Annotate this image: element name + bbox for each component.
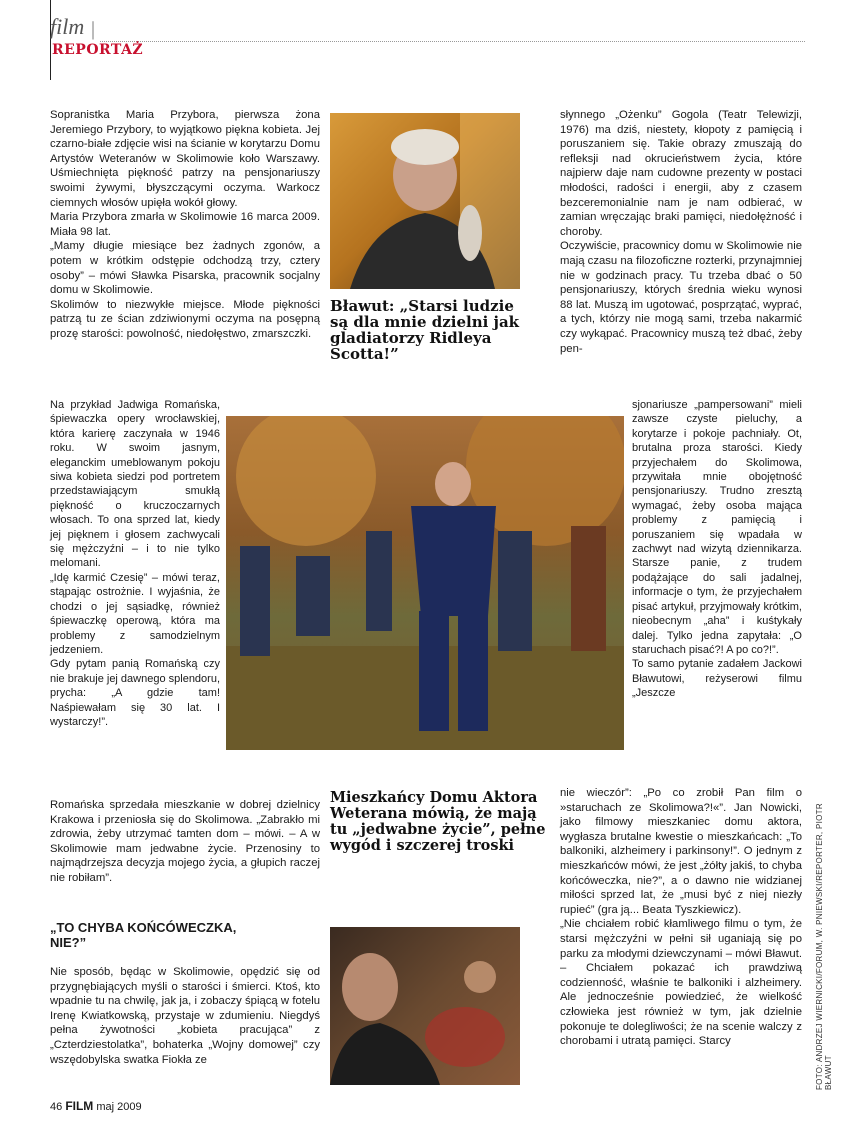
paragraph: Sopranistka Maria Przybora, pierwsza żona Jeremiego Przybory, to wyjątkowo piękna kobieta. Jej czarno-białe zdjęcie wisi na ścianie w korytarzu Domu Artystów Weteranów w Skolimowie koło Warszawy. Uśmiechnięta piękność patrzy na pensjonariuszy swoimi żywymi, błyszczącymi oczyma. Warkocz ciemnych włosów upięła wokół głowy.	[50, 109, 320, 209]
paragraph: słynnego „Ożenku” Gogola (Teatr Telewizji, 1976) ma dziś, niestety, kłopoty z pamięcią i poruszaniem się. Takie obrazy zmuszają do refleksji nad okrucieństwem życia, które najpierw daje nam cudowne prezenty w postaci młodości, radości i energii, aby z czasem bezceremonialnie nam je nam odbierać, w zamian wręczając braki pamięci, niedołężność i choroby.	[560, 109, 802, 238]
exercise-group-illustration	[226, 416, 624, 750]
header-vertical-rule	[50, 0, 51, 80]
column-1-wrap	[50, 398, 220, 729]
photo-director-portrait	[330, 113, 520, 289]
director-portrait-illustration	[330, 113, 520, 289]
column-3-wrap	[632, 398, 802, 701]
paragraph: sjonariusze „pampersowani” mieli zawsze czyste pieluchy, a korytarze i pokoje pachniały. Ot, brutalna proza starości. Kiedy przyjechałem do Skolimowa, przywitała mnie obojętność pensjonariuszy. Trudno zresztą wymagać, żeby osoba mająca problemy z pamięcią i poruszaniem się wpadała w zachwyt nad wizytą dziennikarza. Starsze panie, z trudem podążające do sali jadalnej, informacje o tym, że przyjechałem pisać artykuł, przyjmowały krótkim, nieobecnym „aha” i kuśtykały dalej. Tylko jedna zapytała: „O staruchach pisać?! A po co?!”.	[632, 399, 802, 656]
photo-credit: FOTO: ANDRZEJ WIERNICKI/FORUM, W. PNIEWSKI/REPORTER, PIOTR BŁAWUT	[815, 803, 833, 1090]
photo-residents-dining	[330, 927, 520, 1085]
paragraph: To samo pytanie zadałem Jackowi Bławutowi, reżyserowi filmu „Jeszcze	[632, 658, 802, 700]
paragraph: „Idę karmić Czesię” – mówi teraz, stąpając ostrożnie. I wyjaśnia, że chodzi o jej sąsiadkę, również śpiewaczkę operową, która ma problemy z samodzielnym jedzeniem.	[50, 571, 220, 656]
pull-quote-1: Bławut: „Starsi ludzie są dla mnie dzielni jak gladiatorzy Ridleya Scotta!”	[330, 297, 520, 363]
residents-dining-illustration	[330, 927, 520, 1085]
paragraph: Maria Przybora zmarła w Skolimowie 16 marca 2009. Miała 98 lat.	[50, 211, 320, 238]
paragraph: „Mamy długie miesiące bez żadnych zgonów, a potem w krótkim odstępie odchodzą trzy, cztery osoby” – mówi Sławka Pisarska, pracownik socjalny domu w Skolimowie.	[50, 240, 320, 297]
column-1-top	[50, 108, 320, 342]
column-3-top	[560, 108, 802, 356]
header-dotted-rule	[100, 41, 805, 42]
magazine-name: FILM	[65, 1099, 94, 1113]
paragraph: Na przykład Jadwiga Romańska, śpiewaczka opery wrocławskiej, która karierę zaczynała w 1946 roku. W swoim jasnym, eleganckim umeblowanym pokoju siwa kobieta siedzi pod portretem przedstawiającym smukłą piękność o kruczoczarnych włosach. To ona sprzed lat, kiedy jej pięknem i głosem zachwycali się mężczyźni – i to nie tylko melomani.	[50, 399, 220, 570]
paragraph: Oczywiście, pracownicy domu w Skolimowie nie mają czasu na filozoficzne rozterki, przynajmniej nie w godzinach pracy. Tu trzeba dbać o 50 pensjonariuszy, których średnia wieku wynosi 88 lat. Muszą im ugotować, posprzątać, wyprać, a tych, którzy nie mogą sami, trzeba nakarmić czy wykąpać. Pracownicy muszą też dbać, żeby pen-	[560, 240, 802, 355]
page-footer	[50, 1099, 142, 1113]
column-1-after	[50, 798, 320, 886]
column-1-end	[50, 965, 320, 1067]
paragraph: Nie sposób, będąc w Skolimowie, opędzić się od przygnębiających myśli o starości i śmierci. Ktoś, kto wpadnie tu na chwilę, jak ja, i zobaczy śpiącą w fotelu Irenę Kwiatkowską, przystaje w zdumieniu. Niegdyś pełna żywotności „kobieta pracująca” z „Czterdziestolatka”, bohaterka „Wojny domowej” czy wszędobylska swatka Fiokła ze	[50, 966, 320, 1066]
page-number: 46	[50, 1101, 63, 1113]
paragraph: Romańska sprzedała mieszkanie w dobrej dzielnicy Krakowa i przeniosła się do Skolimowa. „Zabrakło mi zdrowia, żeby utrzymać tamten dom – mówi. – A w Skolimowie mam jedwabne życie. Przenosiny to najmądrzejsza decyzja mojego życia, a głupich raczej nie robiłam”.	[50, 799, 320, 884]
paragraph: nie wieczór”: „Po co zrobił Pan film o »staruchach ze Skolimowa?!«”. Jan Nowicki, jako filmowy mieszkaniec domu aktora, wygłasza brutalne kwestie o mieszkańcach: „To balkoniki, alzheimery i parkinsony!”. O jednym z mieszkańców mówi, że jest „żółty jakiś, to chyba końcóweczka, nie?”, a o dawno nie widzianej miłości sprzed lat, że „musi być z niej niezły rupieć” (gra ją... Beata Tyszkiewicz).	[560, 787, 802, 916]
paragraph: „Nie chciałem robić kłamliwego filmu o tym, że starsi mężczyźni w pełni sił uganiają się po parku za młodymi dziewczynami – mówi Bławut. – Chciałem pokazać ich prawdziwą codzienność, właśnie te balkoniki i alzheimery. Ale jednocześnie powiedzieć, że wielkość człowieka jest również w tym, jak dzielnie pokonuje te dolegliwości; że na scenie walczy z chorobami i utratą pamięci. Starcy	[560, 918, 802, 1048]
section-script-label: film	[50, 14, 85, 39]
paragraph: Gdy pytam panią Romańską czy nie brakuje jej dawnego splendoru, prycha: „A gdzie tam! Naśpiewałam się 30 lat. I wystarczy!”.	[50, 658, 221, 728]
paragraph: Skolimów to niezwykłe miejsce. Młode piękności patrzą tu ze ścian zdziwionymi oczyma na posępną prozę starości: powolność, niedołęstwo, zmarszczki.	[50, 298, 320, 340]
photo-exercise-group	[226, 416, 624, 750]
pull-quote-2: Mieszkańcy Domu Aktora Weterana mówią, że mają tu „jedwabne życie”, pełne wygód i szczerej troski	[330, 789, 546, 854]
subheading: „TO CHYBA KOŃCÓWECZKA, NIE?”	[50, 920, 237, 950]
issue-date: maj 2009	[96, 1101, 142, 1113]
section-name: REPORTAŻ	[52, 42, 144, 58]
header-divider: |	[91, 18, 96, 40]
column-3-after	[560, 786, 802, 1049]
